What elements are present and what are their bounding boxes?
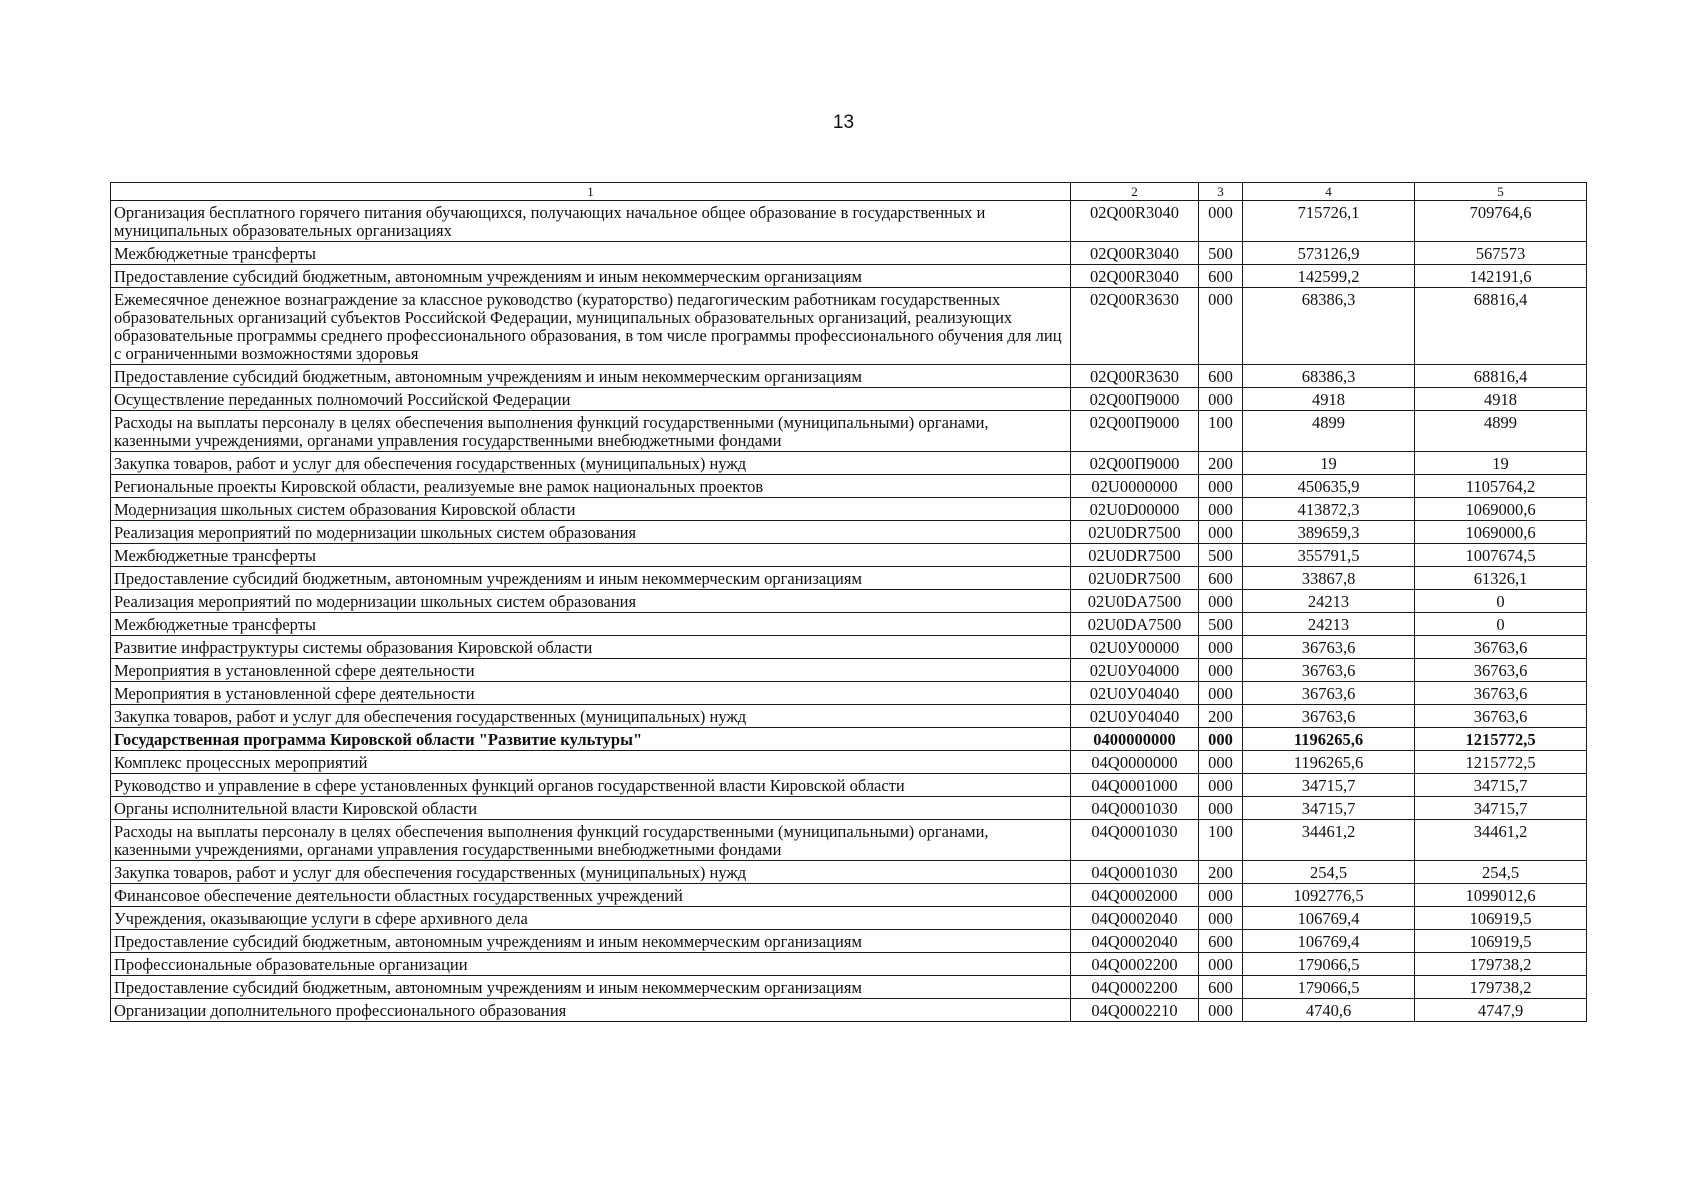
- amount-col5-cell: 19: [1415, 452, 1587, 475]
- expense-type-cell: 000: [1199, 498, 1243, 521]
- expense-type-cell: 000: [1199, 728, 1243, 751]
- table-row: [111, 590, 1587, 613]
- expense-type-cell: 000: [1199, 659, 1243, 682]
- amount-col4-cell: 1092776,5: [1243, 884, 1415, 907]
- row-name-cell: Межбюджетные трансферты: [111, 613, 1071, 636]
- amount-col5-cell: 36763,6: [1415, 636, 1587, 659]
- amount-col4-cell: 254,5: [1243, 861, 1415, 884]
- amount-col5-cell: 1099012,6: [1415, 884, 1587, 907]
- row-name-cell: Реализация мероприятий по модернизации школьных систем образования: [111, 590, 1071, 613]
- table-row: [111, 265, 1587, 288]
- amount-col4-cell: 179066,5: [1243, 953, 1415, 976]
- target-article-code-cell: 04Q0001030: [1071, 797, 1199, 820]
- target-article-code-cell: 04Q0001000: [1071, 774, 1199, 797]
- row-name-cell: Государственная программа Кировской области "Развитие культуры": [111, 728, 1071, 751]
- table-row: [111, 242, 1587, 265]
- target-article-code-cell: 0400000000: [1071, 728, 1199, 751]
- row-name-cell: Руководство и управление в сфере установленных функций органов государственной власти Кировской области: [111, 774, 1071, 797]
- amount-col4-cell: 450635,9: [1243, 475, 1415, 498]
- row-name-cell: Закупка товаров, работ и услуг для обеспечения государственных (муниципальных) нужд: [111, 861, 1071, 884]
- amount-col4-cell: 1196265,6: [1243, 751, 1415, 774]
- amount-col4-cell: 36763,6: [1243, 659, 1415, 682]
- table-row: [111, 884, 1587, 907]
- amount-col5-cell: 567573: [1415, 242, 1587, 265]
- target-article-code-cell: 04Q0002200: [1071, 976, 1199, 999]
- table-row: [111, 728, 1587, 751]
- row-name-cell: Закупка товаров, работ и услуг для обеспечения государственных (муниципальных) нужд: [111, 705, 1071, 728]
- amount-col5-cell: 61326,1: [1415, 567, 1587, 590]
- expense-type-cell: 000: [1199, 751, 1243, 774]
- amount-col4-cell: 34461,2: [1243, 820, 1415, 861]
- column-header: 1: [111, 183, 1071, 201]
- amount-col5-cell: 4918: [1415, 388, 1587, 411]
- amount-col5-cell: 142191,6: [1415, 265, 1587, 288]
- table-row: [111, 498, 1587, 521]
- table-row: [111, 682, 1587, 705]
- table-row: [111, 774, 1587, 797]
- expense-type-cell: 000: [1199, 999, 1243, 1022]
- expense-type-cell: 000: [1199, 521, 1243, 544]
- target-article-code-cell: 02Q00П9000: [1071, 452, 1199, 475]
- amount-col4-cell: 413872,3: [1243, 498, 1415, 521]
- target-article-code-cell: 04Q0001030: [1071, 820, 1199, 861]
- target-article-code-cell: 04Q0002200: [1071, 953, 1199, 976]
- row-name-cell: Развитие инфраструктуры системы образования Кировской области: [111, 636, 1071, 659]
- amount-col5-cell: 34461,2: [1415, 820, 1587, 861]
- table-row: [111, 411, 1587, 452]
- amount-col5-cell: 34715,7: [1415, 774, 1587, 797]
- row-name-cell: Межбюджетные трансферты: [111, 242, 1071, 265]
- amount-col4-cell: 179066,5: [1243, 976, 1415, 999]
- expense-type-cell: 000: [1199, 388, 1243, 411]
- amount-col4-cell: 106769,4: [1243, 907, 1415, 930]
- expense-type-cell: 000: [1199, 884, 1243, 907]
- target-article-code-cell: 02Q00П9000: [1071, 388, 1199, 411]
- table-row: [111, 930, 1587, 953]
- table-row: [111, 659, 1587, 682]
- row-name-cell: Закупка товаров, работ и услуг для обеспечения государственных (муниципальных) нужд: [111, 452, 1071, 475]
- expense-type-cell: 500: [1199, 242, 1243, 265]
- amount-col5-cell: 106919,5: [1415, 907, 1587, 930]
- target-article-code-cell: 02Q00П9000: [1071, 411, 1199, 452]
- target-article-code-cell: 02Q00R3040: [1071, 201, 1199, 242]
- amount-col5-cell: 1069000,6: [1415, 521, 1587, 544]
- target-article-code-cell: 02U0DA7500: [1071, 590, 1199, 613]
- amount-col4-cell: 68386,3: [1243, 365, 1415, 388]
- target-article-code-cell: 04Q0001030: [1071, 861, 1199, 884]
- table-row: [111, 820, 1587, 861]
- table-row: [111, 613, 1587, 636]
- row-name-cell: Органы исполнительной власти Кировской области: [111, 797, 1071, 820]
- expense-type-cell: 100: [1199, 411, 1243, 452]
- expense-type-cell: 200: [1199, 452, 1243, 475]
- target-article-code-cell: 02Q00R3040: [1071, 242, 1199, 265]
- expense-type-cell: 000: [1199, 475, 1243, 498]
- target-article-code-cell: 04Q0002210: [1071, 999, 1199, 1022]
- row-name-cell: Предоставление субсидий бюджетным, автономным учреждениям и иным некоммерческим организациям: [111, 930, 1071, 953]
- expense-type-cell: 100: [1199, 820, 1243, 861]
- row-name-cell: Модернизация школьных систем образования Кировской области: [111, 498, 1071, 521]
- expense-type-cell: 000: [1199, 288, 1243, 365]
- expense-type-cell: 000: [1199, 682, 1243, 705]
- row-name-cell: Финансовое обеспечение деятельности областных государственных учреждений: [111, 884, 1071, 907]
- row-name-cell: Расходы на выплаты персоналу в целях обеспечения выполнения функций государственными (муниципальными) органами, казенными учреждениями, органами управления государственными внебюджетными фондами: [111, 820, 1071, 861]
- amount-col5-cell: 0: [1415, 590, 1587, 613]
- amount-col5-cell: 106919,5: [1415, 930, 1587, 953]
- table-row: [111, 365, 1587, 388]
- amount-col4-cell: 68386,3: [1243, 288, 1415, 365]
- table-row: [111, 475, 1587, 498]
- budget-table: [110, 182, 1587, 1022]
- amount-col5-cell: 4747,9: [1415, 999, 1587, 1022]
- amount-col4-cell: 106769,4: [1243, 930, 1415, 953]
- amount-col5-cell: 0: [1415, 613, 1587, 636]
- expense-type-cell: 600: [1199, 976, 1243, 999]
- target-article-code-cell: 04Q0000000: [1071, 751, 1199, 774]
- target-article-code-cell: 04Q0002040: [1071, 930, 1199, 953]
- table-row: [111, 861, 1587, 884]
- row-name-cell: Ежемесячное денежное вознаграждение за классное руководство (кураторство) педагогическим работникам государственных образовательных организаций субъектов Российской Федерации, муниципальных образовательных организаций, реализующих образовательные программы среднего профессионального образования, в том числе программы профессионального обучения для лиц с ограниченными возможностями здоровья: [111, 288, 1071, 365]
- expense-type-cell: 600: [1199, 567, 1243, 590]
- row-name-cell: Расходы на выплаты персоналу в целях обеспечения выполнения функций государственными (муниципальными) органами, казенными учреждениями, органами управления государственными внебюджетными фондами: [111, 411, 1071, 452]
- amount-col5-cell: 36763,6: [1415, 705, 1587, 728]
- row-name-cell: Учреждения, оказывающие услуги в сфере архивного дела: [111, 907, 1071, 930]
- table-row: [111, 907, 1587, 930]
- amount-col4-cell: 36763,6: [1243, 636, 1415, 659]
- amount-col5-cell: 1215772,5: [1415, 751, 1587, 774]
- target-article-code-cell: 02U0У04040: [1071, 705, 1199, 728]
- amount-col4-cell: 19: [1243, 452, 1415, 475]
- page-number: 13: [832, 112, 855, 133]
- amount-col5-cell: 1215772,5: [1415, 728, 1587, 751]
- row-name-cell: Организация бесплатного горячего питания обучающихся, получающих начальное общее образование в государственных и муниципальных образовательных организациях: [111, 201, 1071, 242]
- table-row: [111, 452, 1587, 475]
- amount-col5-cell: 179738,2: [1415, 976, 1587, 999]
- amount-col5-cell: 1007674,5: [1415, 544, 1587, 567]
- target-article-code-cell: 02U0000000: [1071, 475, 1199, 498]
- row-name-cell: Предоставление субсидий бюджетным, автономным учреждениям и иным некоммерческим организациям: [111, 365, 1071, 388]
- amount-col4-cell: 4918: [1243, 388, 1415, 411]
- amount-col5-cell: 68816,4: [1415, 365, 1587, 388]
- target-article-code-cell: 04Q0002000: [1071, 884, 1199, 907]
- target-article-code-cell: 02Q00R3630: [1071, 365, 1199, 388]
- target-article-code-cell: 02Q00R3040: [1071, 265, 1199, 288]
- amount-col5-cell: 36763,6: [1415, 682, 1587, 705]
- amount-col5-cell: 36763,6: [1415, 659, 1587, 682]
- table-row: [111, 544, 1587, 567]
- amount-col5-cell: 254,5: [1415, 861, 1587, 884]
- target-article-code-cell: 02U0У04040: [1071, 682, 1199, 705]
- column-header: 2: [1071, 183, 1199, 201]
- amount-col4-cell: 36763,6: [1243, 705, 1415, 728]
- expense-type-cell: 000: [1199, 636, 1243, 659]
- amount-col4-cell: 573126,9: [1243, 242, 1415, 265]
- row-name-cell: Региональные проекты Кировской области, реализуемые вне рамок национальных проектов: [111, 475, 1071, 498]
- amount-col5-cell: 1069000,6: [1415, 498, 1587, 521]
- target-article-code-cell: 02U0У00000: [1071, 636, 1199, 659]
- amount-col4-cell: 1196265,6: [1243, 728, 1415, 751]
- row-name-cell: Профессиональные образовательные организации: [111, 953, 1071, 976]
- amount-col5-cell: 68816,4: [1415, 288, 1587, 365]
- table-row: [111, 288, 1587, 365]
- table-body: [111, 201, 1587, 1022]
- column-header: 3: [1199, 183, 1243, 201]
- table-header-row: [111, 183, 1587, 201]
- table-row: [111, 201, 1587, 242]
- row-name-cell: Мероприятия в установленной сфере деятельности: [111, 682, 1071, 705]
- target-article-code-cell: 04Q0002040: [1071, 907, 1199, 930]
- target-article-code-cell: 02Q00R3630: [1071, 288, 1199, 365]
- expense-type-cell: 000: [1199, 774, 1243, 797]
- amount-col4-cell: 34715,7: [1243, 774, 1415, 797]
- amount-col4-cell: 34715,7: [1243, 797, 1415, 820]
- target-article-code-cell: 02U0D00000: [1071, 498, 1199, 521]
- table-row: [111, 953, 1587, 976]
- expense-type-cell: 600: [1199, 930, 1243, 953]
- row-name-cell: Предоставление субсидий бюджетным, автономным учреждениям и иным некоммерческим организациям: [111, 976, 1071, 999]
- row-name-cell: Комплекс процессных мероприятий: [111, 751, 1071, 774]
- amount-col5-cell: 34715,7: [1415, 797, 1587, 820]
- amount-col4-cell: 142599,2: [1243, 265, 1415, 288]
- target-article-code-cell: 02U0DA7500: [1071, 613, 1199, 636]
- row-name-cell: Межбюджетные трансферты: [111, 544, 1071, 567]
- row-name-cell: Организации дополнительного профессионального образования: [111, 999, 1071, 1022]
- expense-type-cell: 000: [1199, 201, 1243, 242]
- expense-type-cell: 600: [1199, 265, 1243, 288]
- amount-col4-cell: 715726,1: [1243, 201, 1415, 242]
- amount-col4-cell: 36763,6: [1243, 682, 1415, 705]
- table-row: [111, 999, 1587, 1022]
- expense-type-cell: 600: [1199, 365, 1243, 388]
- row-name-cell: Мероприятия в установленной сфере деятельности: [111, 659, 1071, 682]
- amount-col4-cell: 4740,6: [1243, 999, 1415, 1022]
- table-row: [111, 388, 1587, 411]
- amount-col4-cell: 24213: [1243, 590, 1415, 613]
- target-article-code-cell: 02U0DR7500: [1071, 544, 1199, 567]
- amount-col5-cell: 1105764,2: [1415, 475, 1587, 498]
- row-name-cell: Осуществление переданных полномочий Российской Федерации: [111, 388, 1071, 411]
- amount-col4-cell: 4899: [1243, 411, 1415, 452]
- expense-type-cell: 000: [1199, 797, 1243, 820]
- amount-col4-cell: 33867,8: [1243, 567, 1415, 590]
- target-article-code-cell: 02U0У04000: [1071, 659, 1199, 682]
- row-name-cell: Реализация мероприятий по модернизации школьных систем образования: [111, 521, 1071, 544]
- target-article-code-cell: 02U0DR7500: [1071, 567, 1199, 590]
- amount-col4-cell: 355791,5: [1243, 544, 1415, 567]
- table-row: [111, 976, 1587, 999]
- target-article-code-cell: 02U0DR7500: [1071, 521, 1199, 544]
- amount-col4-cell: 24213: [1243, 613, 1415, 636]
- expense-type-cell: 000: [1199, 590, 1243, 613]
- column-header: 4: [1243, 183, 1415, 201]
- table-row: [111, 751, 1587, 774]
- amount-col5-cell: 4899: [1415, 411, 1587, 452]
- amount-col4-cell: 389659,3: [1243, 521, 1415, 544]
- expense-type-cell: 200: [1199, 861, 1243, 884]
- expense-type-cell: 000: [1199, 907, 1243, 930]
- row-name-cell: Предоставление субсидий бюджетным, автономным учреждениям и иным некоммерческим организациям: [111, 567, 1071, 590]
- table-row: [111, 636, 1587, 659]
- expense-type-cell: 000: [1199, 953, 1243, 976]
- amount-col5-cell: 179738,2: [1415, 953, 1587, 976]
- column-header: 5: [1415, 183, 1587, 201]
- expense-type-cell: 500: [1199, 544, 1243, 567]
- table-row: [111, 521, 1587, 544]
- table-row: [111, 705, 1587, 728]
- amount-col5-cell: 709764,6: [1415, 201, 1587, 242]
- table-row: [111, 567, 1587, 590]
- expense-type-cell: 200: [1199, 705, 1243, 728]
- expense-type-cell: 500: [1199, 613, 1243, 636]
- table-row: [111, 797, 1587, 820]
- row-name-cell: Предоставление субсидий бюджетным, автономным учреждениям и иным некоммерческим организациям: [111, 265, 1071, 288]
